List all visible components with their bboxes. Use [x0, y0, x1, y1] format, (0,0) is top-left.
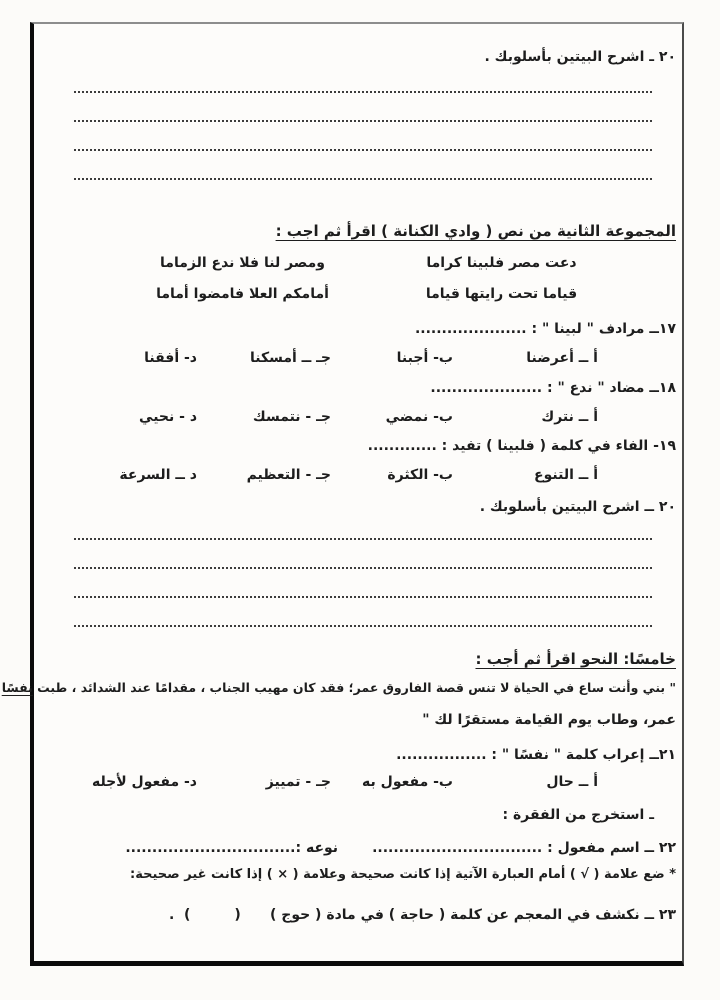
passage-underlined-word: نفسًا	[1, 680, 33, 695]
option-a: أ ــ حال	[546, 774, 598, 790]
option-c: جـ - نتمسك	[252, 409, 331, 425]
verse-row	[58, 253, 676, 273]
option-a: أ ــ نترك	[541, 409, 598, 425]
verse-2-first-hemistich: قياما تحت رايتها قياما	[425, 286, 578, 302]
answer-line	[74, 567, 652, 569]
option-c: جـ - تمييز	[265, 774, 331, 790]
verse-1-first-hemistich: دعت مصر فلبينا كراما	[426, 255, 577, 271]
option-a: أ ــ أعرضنا	[526, 350, 598, 366]
question-20: ٢٠ ــ اشرح البيتين بأسلوبك .	[479, 499, 676, 515]
option-b: ب- الكثرة	[387, 467, 453, 483]
answer-line	[74, 120, 652, 122]
section-header-grammar: خامسًا: النحو اقرأ ثم أجب :	[475, 650, 676, 668]
option-b: ب- أجبنا	[396, 350, 453, 366]
passage-text: " بني وأنت ساع في الحياة لا تنس قصة الفاروق عمر؛ فقد كان مهيب الجناب ، مقدامًا عند الشدائد ، طبت	[32, 680, 676, 695]
question-22-passive-participle: ٢٢ ــ اسم مفعول : ................................	[372, 840, 676, 856]
option-d: د - نحيي	[139, 409, 197, 425]
answer-line	[74, 625, 652, 627]
answer-line	[74, 149, 652, 151]
section-header-group2: المجموعة الثانية من نص ( وادي الكنانة ) اقرأ ثم اجب :	[275, 222, 676, 240]
question-20-top: ٢٠ ـ اشرح البيتين بأسلوبك .	[484, 49, 676, 65]
option-d: د- مفعول لأجله	[91, 774, 197, 790]
question-23: ٢٣ ــ نكشف في المعجم عن كلمة ( حاجة ) في مادة ( حوج ) ( ) .	[168, 907, 676, 923]
verse-1-second-hemistich: ومصر لنا فلا ندع الزماما	[160, 255, 325, 271]
answer-line	[74, 538, 652, 540]
grammar-passage-line-1	[1, 678, 676, 698]
option-c: جـ ــ أمسكنا	[249, 350, 331, 366]
verse-2-second-hemistich: أمامكم العلا فامضوا أماما	[156, 286, 329, 302]
page-border-frame	[1, 22, 684, 966]
verse-row	[58, 284, 676, 304]
option-b: ب- مفعول به	[362, 774, 453, 790]
grammar-passage-line-2: عمر، وطاب يوم القيامة مستقرًا لك "	[422, 712, 676, 728]
question-21: ٢١ــ إعراب كلمة " نفسًا " : .................	[396, 747, 676, 763]
question-19-options	[58, 465, 676, 485]
answer-block-top	[58, 91, 676, 180]
question-22-type: نوعه :................................	[125, 840, 339, 856]
question-17: ١٧ــ مرادف " لبينا " : .....................	[414, 321, 676, 337]
question-17-options	[58, 348, 676, 368]
option-d: د- أفقنا	[144, 350, 197, 366]
option-c: جـ - التعظيم	[246, 467, 331, 483]
question-21-options	[58, 772, 676, 792]
option-d: د ــ السرعة	[119, 467, 197, 483]
answer-block-bottom	[58, 538, 676, 627]
answer-line	[74, 178, 652, 180]
option-b: ب- نمضي	[385, 409, 453, 425]
question-18-options	[58, 407, 676, 427]
answer-line	[74, 91, 652, 93]
check-mark-instruction: * ضع علامة ( √ ) أمام العبارة الآتية إذا كانت صحيحة وعلامة ( × ) إذا كانت غير صحيحة:	[130, 867, 676, 882]
answer-line	[74, 596, 652, 598]
question-22	[58, 838, 676, 858]
question-19: ١٩- الفاء في كلمة ( فلبينا ) تفيد : .............	[367, 438, 676, 454]
question-18: ١٨ــ مضاد " ندع " : .....................	[430, 380, 676, 396]
option-a: أ ــ التنوع	[534, 467, 598, 483]
extract-instruction: ـ استخرج من الفقرة :	[502, 807, 654, 823]
